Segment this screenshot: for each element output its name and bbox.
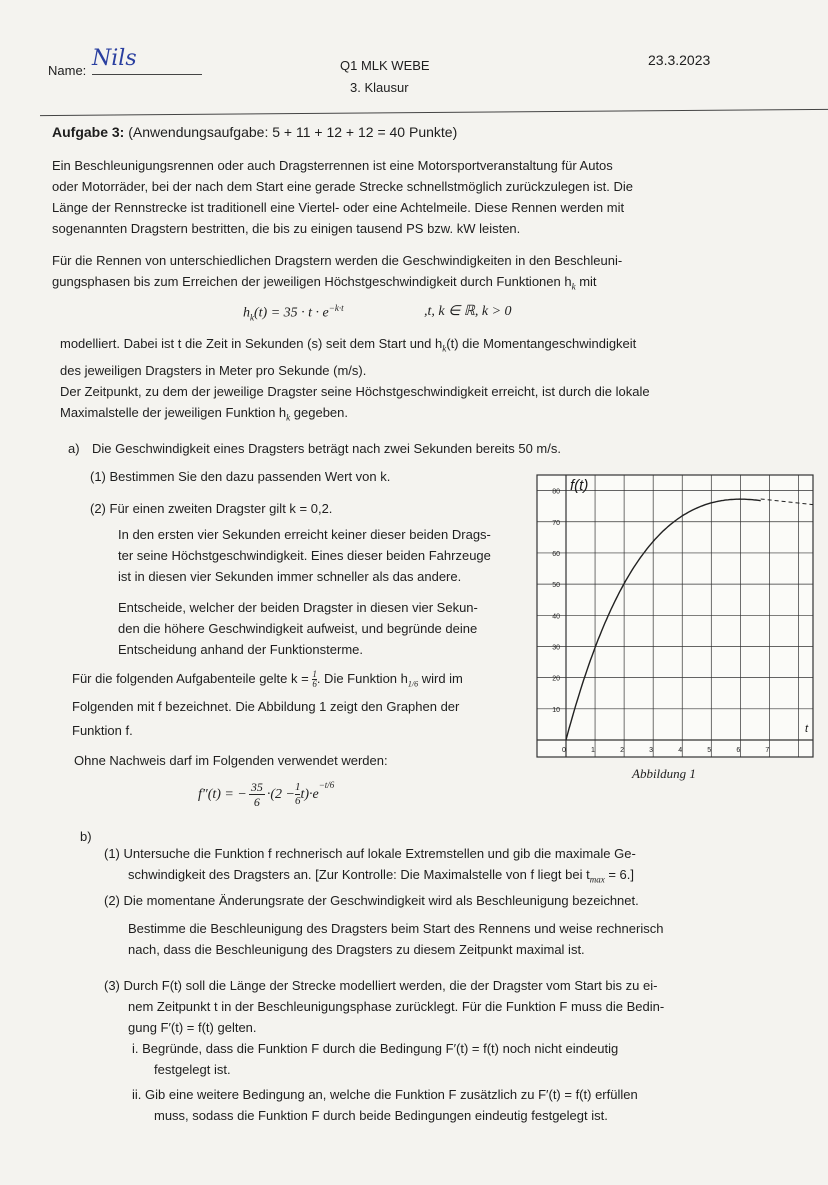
part-a-label: a) (68, 441, 80, 456)
name-underline (92, 74, 202, 75)
part-b-qi (132, 1038, 618, 1080)
y-tick-label: 20 (552, 675, 560, 683)
y-tick-label: 30 (552, 644, 560, 652)
model-line: Für die Rennen von unterschiedlichen Dragstern werden die Geschwindigkeiten in den Beschleuni- (52, 253, 623, 268)
model-after-a: modelliert. Dabei ist t die Zeit in Sekunden (s) seit dem Start und h (60, 336, 443, 351)
tmax-sub: max (589, 874, 605, 885)
part-a-text: Die Geschwindigkeit eines Dragsters beträgt nach zwei Sekunden bereits 50 m/s. (92, 441, 561, 456)
part-b-q1 (104, 843, 636, 891)
name-value: Nils (92, 46, 137, 71)
y-tick-label: 10 (552, 706, 560, 714)
k-frac-num: 1 (312, 669, 317, 680)
b-qii-line: ii. Gib eine weitere Bedingung an, welche die Funktion F zusätzlich zu F′(t) = f(t) erfüllen (132, 1087, 638, 1102)
p2-line: Entscheide, welcher der beiden Dragster in diesen vier Sekun- (118, 600, 478, 615)
k-sub: k (286, 412, 291, 423)
x-tick-label: 4 (678, 747, 683, 754)
p2-line: Entscheidung anhand der Funktionsterme. (118, 642, 363, 657)
part-a-p1 (118, 524, 491, 587)
note: Ohne Nachweis darf im Folgenden verwendet werden: (74, 753, 388, 768)
main-formula (243, 303, 344, 322)
name-label: Name: (48, 63, 87, 78)
task-points: (Anwendungsaufgabe: 5 + 11 + 12 + 12 = 40 Punkte) (128, 124, 458, 140)
part-b-q2b (128, 918, 663, 960)
f2-exp: −t/6 (318, 780, 335, 790)
max-line: Der Zeitpunkt, zu dem der jeweilige Dragster seine Höchstgeschwindigkeit erreicht, ist durch die lokale (60, 384, 650, 399)
part-b-q3 (104, 975, 664, 1038)
f2-den: 6 (253, 795, 260, 809)
y-tick-label: 50 (552, 582, 560, 590)
model-text: gungsphasen bis zum Erreichen der jeweiligen Höchstgeschwindigkeit durch Funktionen h (52, 274, 572, 289)
part-b-label: b) (80, 829, 92, 844)
intro-paragraph (52, 155, 822, 239)
model-after-line (60, 333, 828, 360)
b-q3-line: gung F′(t) = f(t) gelten. (128, 1020, 257, 1035)
exam: 3. Klausur (350, 80, 409, 95)
f2-num: 35 (250, 780, 263, 794)
x-tick-label: 5 (707, 747, 712, 754)
k-line-c: wird im (418, 671, 463, 686)
intro-line: Länge der Rennstrecke ist traditionell eine Viertel- oder eine Achtelmeile. Diese Rennen werden mit (52, 200, 625, 215)
model-after-b: (t) die Momentangeschwindigkeit (446, 336, 637, 351)
course: Q1 MLK WEBE (340, 58, 430, 73)
formula-h: h (243, 305, 250, 321)
part-b-qii (132, 1084, 638, 1126)
b-q1-line: (1) Untersuche die Funktion f rechnerisch auf lokale Extremstellen und gib die maximale Ge- (104, 846, 636, 861)
max-paragraph (60, 381, 828, 429)
part-a-q1: (1) Bestimmen Sie den dazu passenden Wert von k. (90, 469, 391, 484)
x-tick-label: 1 (591, 747, 595, 754)
intro-line: sogenannten Dragstern bestritten, die bis zu einigen tausend PS bzw. kW leisten. (52, 221, 521, 236)
header-rule (40, 109, 828, 116)
k-line-b: . Die Funktion h (316, 671, 408, 686)
x-tick-label: 0 (562, 747, 566, 754)
b-q1-line (104, 864, 636, 891)
second-derivative: f″(t) = − $\frac{35}{6}$ ·(2 − $\frac{1}{6}$ t)·e $^{-t/6}$ (198, 780, 335, 809)
model-text-end: mit (575, 274, 597, 289)
x-tick-label: 2 (620, 747, 625, 754)
k-frac-den: 6 (312, 679, 317, 690)
b-q3-line: (3) Durch F(t) soll die Länge der Strecke modelliert werden, die der Dragster vom Start bis zu ei- (104, 978, 658, 993)
formula-exp: −k·t (328, 303, 344, 313)
max-text-end: gegeben. (290, 405, 349, 420)
b-q2b-line: Bestimme die Beschleunigung des Dragsters beim Start des Rennens und weise rechnerisch (128, 921, 664, 936)
y-tick-label: 40 (552, 613, 560, 621)
max-text: Maximalstelle der jeweiligen Funktion h (60, 405, 287, 420)
f2-mid2: t)·e (300, 786, 319, 802)
y-tick-label: 70 (552, 519, 560, 527)
date: 23.3.2023 (648, 52, 711, 68)
p1-line: ist in diesen vier Sekunden immer schneller als das andere. (118, 569, 462, 584)
x-tick-label: 3 (649, 747, 654, 754)
intro-line: Ein Beschleunigungsrennen oder auch Dragsterrennen ist eine Motorsportveranstaltung für Autos (52, 158, 613, 173)
x-axis-label: t (805, 723, 809, 735)
k-sub: k (571, 281, 576, 292)
formula-domain: ,t, k ∈ ℝ, k > 0 (424, 304, 512, 319)
f2-mid: ·(2 − (266, 786, 295, 802)
intro-line: oder Motorräder, bei der nach dem Start eine gerade Strecke schnellstmöglich zurückzulegen ist. Die (52, 179, 633, 194)
x-tick-label: 7 (765, 747, 770, 754)
f-line-1: Folgenden mit f bezeichnet. Die Abbildung 1 zeigt den Graphen der (72, 699, 460, 714)
model-paragraph (52, 250, 822, 298)
b-q3-line: nem Zeitpunkt t in der Beschleunigungsphase zurücklegt. Für die Funktion F muss die Bedin- (128, 999, 665, 1014)
b-qii-line: muss, sodass die Funktion F durch beide Bedingungen eindeutig festgelegt ist. (154, 1108, 608, 1123)
b-qi-line: i. Begründe, dass die Funktion F durch die Bedingung F′(t) = f(t) noch nicht eindeutig (132, 1041, 619, 1056)
b-q2b-line: nach, dass die Beschleunigung des Dragsters zu diesem Zeitpunkt maximal ist. (128, 942, 585, 957)
f2-lhs: f″(t) = − (198, 786, 247, 802)
model-line (52, 271, 822, 298)
b-qi-line: festgelegt ist. (154, 1062, 231, 1077)
p1-line: ter seine Höchstgeschwindigkeit. Eines dieser beiden Fahrzeuge (118, 548, 491, 563)
y-tick-label: 60 (552, 550, 560, 558)
b-q1-end: = 6.] (604, 867, 634, 882)
p2-line: den die höhere Geschwindigkeit aufweist, und begründe deine (118, 621, 478, 636)
f-line-2: Funktion f. (72, 723, 133, 738)
part-a-q2: (2) Für einen zweiten Dragster gilt k = 0,2. (90, 501, 333, 516)
k-sub: k (442, 343, 447, 354)
k-line-a: Für die folgenden Aufgabenteile gelte k = (72, 671, 313, 686)
figure-caption: Abbildung 1 (632, 766, 696, 781)
y-tick-label: 80 (552, 488, 560, 496)
model-after (60, 333, 828, 381)
chart-title: f(t) (570, 477, 589, 494)
task-number: Aufgabe 3: (52, 124, 125, 140)
max-line (60, 402, 828, 429)
figure-1-chart (530, 470, 822, 790)
k-definition: Für die folgenden Aufgabenteile gelte k = $\frac{1}{6}$ . Die Funktion $h_{1/6}$ wird im (72, 669, 463, 690)
model-after-line: des jeweiligen Dragsters in Meter pro Sekunde (m/s). (60, 362, 367, 378)
part-a-p2 (118, 597, 478, 660)
task-title (52, 122, 457, 143)
formula-rhs: (t) = 35 · t · e (254, 305, 329, 321)
p1-line: In den ersten vier Sekunden erreicht keiner dieser beiden Drags- (118, 527, 491, 542)
x-tick-label: 6 (736, 747, 741, 754)
formula-sub: k (250, 312, 254, 323)
part-b-q2: (2) Die momentane Änderungsrate der Geschwindigkeit wird als Beschleunigung bezeichnet. (104, 893, 639, 908)
b-q1-text: schwindigkeit des Dragsters an. [Zur Kontrolle: Die Maximalstelle von f liegt bei t (128, 867, 590, 882)
